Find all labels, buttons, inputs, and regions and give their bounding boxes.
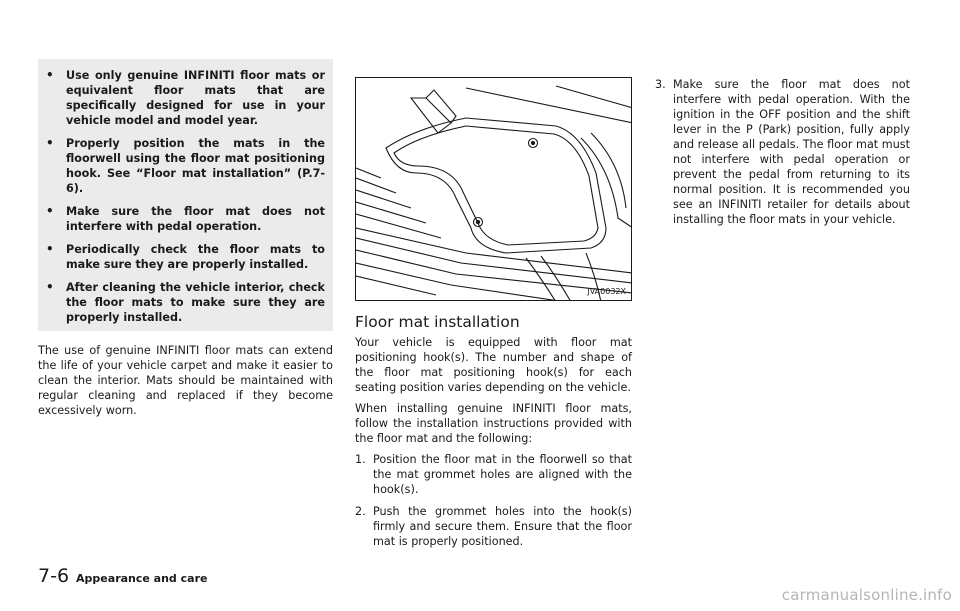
section-title: Floor mat installation [355,313,520,331]
section-paragraph: When installing genuine INFINITI floor mats, follow the installation instructions provided with the floor mat and the following: [355,402,632,445]
step-item: 3. Make sure the floor mat does not interfere with pedal operation. With the ignition in the OFF position and the shift lever in the P (Park) position, fully apply and release all pedals. The floor mat must not interfere with pedal operation or prevent the pedal from returning to its normal position. It is recommended you see an INFINITI retailer for details about installing the floor mats in your vehicle. [655,78,910,226]
warning-list [38,59,333,325]
step-item: 1. Position the floor mat in the floorwell so that the mat grommet holes are aligned with the hook(s). [355,453,632,496]
bullet-icon: • [46,280,54,294]
page-footer [38,565,207,587]
bullet-icon: • [46,68,54,82]
page-section-name: Appearance and care [76,572,208,585]
intro-paragraph: The use of genuine INFINITI floor mats can extend the life of your vehicle carpet and make it easier to clean the interior. Mats should be maintained with regular cleaning and replaced if they become excessively worn. [38,344,333,417]
figure-code: JVA0032X [587,287,626,296]
warning-item: • Periodically check the floor mats to make sure they are properly installed. [46,242,325,271]
floor-mat-figure [355,77,632,301]
bullet-icon: • [46,136,54,150]
steps-list [655,77,910,234]
bullet-icon: • [46,204,54,218]
warning-box [38,59,333,331]
floor-mat-illustration [356,78,632,301]
page-number: 7-6 [38,565,70,587]
bullet-icon: • [46,242,54,256]
watermark: carmanualsonline.info [781,586,952,604]
section-paragraph: Your vehicle is equipped with floor mat positioning hook(s). The number and shape of the floor mat positioning hook(s) for each seating position varies depending on the vehicle. [355,336,632,394]
section-body [355,335,632,556]
warning-item: • After cleaning the vehicle interior, check the floor mats to make sure they are properly installed. [46,280,325,324]
warning-item: • Properly position the mats in the floorwell using the floor mat positioning hook. See “Floor mat installation” (P.7-6). [46,136,325,195]
steps-list [355,452,632,549]
step-item: 2. Push the grommet holes into the hook(s) firmly and secure them. Ensure that the floor mat is properly positioned. [355,505,632,548]
warning-item: • Make sure the floor mat does not interfere with pedal operation. [46,204,325,233]
warning-item: • Use only genuine INFINITI floor mats or equivalent floor mats that are specifically designed for use in your vehicle model and model year. [46,68,325,127]
